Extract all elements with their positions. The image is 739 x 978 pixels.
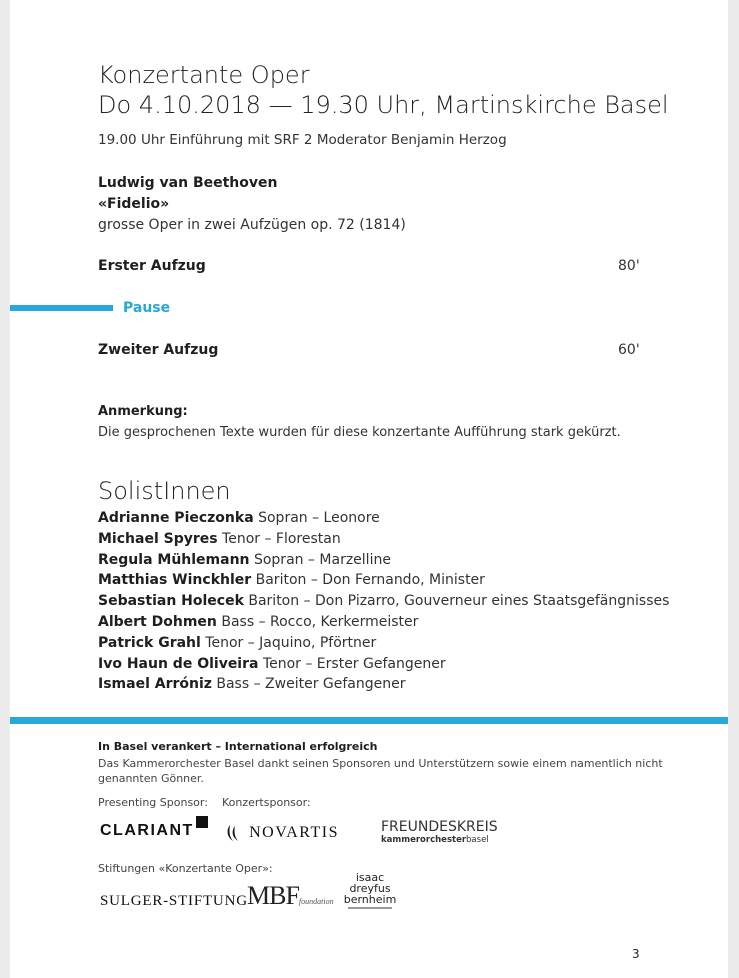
work-title: «Fidelio» — [98, 196, 170, 212]
act1-duration: 80' — [618, 258, 640, 274]
soloist-row — [98, 674, 669, 695]
concert-sponsor-label: Konzertsponsor: — [222, 796, 311, 809]
presenting-sponsor-label: Presenting Sponsor: — [98, 796, 208, 809]
footer-thanks-line2: genannten Gönner. — [98, 772, 204, 785]
soloist-row — [98, 570, 669, 591]
concert-title: Konzertante Oper — [98, 61, 310, 89]
clariant-mark-icon — [196, 816, 208, 828]
idb-line3: bernheim — [343, 893, 397, 906]
soloist-name: Regula Mühlemann — [98, 551, 250, 568]
idb-line1: isaac — [355, 871, 385, 884]
soloist-role: Sopran – Marzelline — [253, 551, 391, 568]
soloist-row — [98, 591, 669, 612]
footer-tagline: In Basel verankert – International erfolgreich — [98, 740, 378, 753]
pause-accent-bar — [10, 305, 113, 311]
footer-divider — [10, 717, 728, 724]
soloist-name: Ismael Arróniz — [98, 676, 212, 693]
soloist-role: Tenor – Erster Gefangener — [262, 655, 446, 672]
freundeskreis-sub-regular: basel — [466, 835, 489, 845]
isaac-dreyfus-bernheim-logo — [341, 872, 399, 909]
soloist-role: Bariton – Don Fernando, Minister — [255, 572, 485, 589]
note-text: Die gesprochenen Texte wurden für diese konzertante Aufführung stark gekürzt. — [98, 425, 621, 440]
soloist-role: Bariton – Don Pizarro, Gouverneur eines Staatsgefängnisses — [248, 593, 670, 610]
sulger-stiftung-logo — [100, 890, 248, 910]
sulger-wordmark: SULGER-STIFTUNG — [100, 893, 248, 909]
soloist-role: Sopran – Leonore — [258, 510, 380, 526]
program-page — [10, 0, 728, 978]
novartis-flame-icon — [224, 823, 244, 843]
soloist-role: Bass – Zweiter Gefangener — [216, 676, 406, 693]
freundeskreis-sub-bold: kammerorchester — [381, 835, 467, 845]
soloist-name: Michael Spyres — [98, 530, 218, 547]
freundeskreis-subline — [381, 835, 498, 845]
clariant-wordmark: CLARIANT — [100, 822, 194, 839]
mbf-subline: foundation — [298, 897, 334, 906]
act2-label: Zweiter Aufzug — [98, 342, 219, 358]
clariant-logo — [100, 820, 208, 840]
soloist-role: Tenor – Jaquino, Pförtner — [205, 634, 377, 651]
pause-label: Pause — [123, 300, 171, 316]
soloist-row — [98, 633, 669, 654]
novartis-logo — [224, 822, 339, 843]
soloist-name: Albert Dohmen — [98, 613, 217, 630]
foundations-label: Stiftungen «Konzertante Oper»: — [98, 862, 273, 875]
freundeskreis-logo — [381, 819, 498, 845]
soloist-name: Ivo Haun de Oliveira — [98, 655, 259, 672]
soloist-row — [98, 529, 669, 550]
page-number: 3 — [632, 947, 640, 961]
soloists-list — [98, 508, 669, 695]
soloists-heading: SolistInnen — [98, 477, 231, 505]
soloist-role: Bass – Rocco, Kerkermeister — [221, 613, 419, 630]
note-label: Anmerkung: — [98, 404, 188, 419]
soloist-row — [98, 654, 669, 675]
mbf-foundation-logo — [247, 881, 334, 911]
soloist-row — [98, 550, 669, 571]
act1-label: Erster Aufzug — [98, 258, 206, 274]
mbf-wordmark: MBF — [247, 881, 299, 910]
soloist-name: Matthias Winckhler — [98, 572, 252, 589]
soloist-name: Patrick Grahl — [98, 634, 201, 651]
freundeskreis-wordmark: FREUNDESKREIS — [381, 819, 498, 835]
idb-underline — [348, 907, 392, 909]
composer-name: Ludwig van Beethoven — [98, 175, 278, 191]
soloist-name: Sebastian Holecek — [98, 593, 244, 610]
concert-date-venue: Do 4.10.2018 — 19.30 Uhr, Martinskirche Basel — [98, 91, 669, 119]
soloist-name: Adrianne Pieczonka — [98, 510, 254, 526]
footer-thanks-line1: Das Kammerorchester Basel dankt seinen Sponsoren und Unterstützern sowie einem namentlich nicht — [98, 757, 663, 770]
novartis-wordmark: NOVARTIS — [249, 824, 339, 841]
act2-duration: 60' — [618, 342, 640, 358]
soloist-row — [98, 508, 669, 529]
soloist-row — [98, 612, 669, 633]
idb-line2: dreyfus — [349, 882, 391, 895]
soloist-role: Tenor – Florestan — [222, 530, 341, 547]
work-description: grosse Oper in zwei Aufzügen op. 72 (1814) — [98, 217, 406, 233]
intro-note: 19.00 Uhr Einführung mit SRF 2 Moderator Benjamin Herzog — [98, 132, 507, 148]
